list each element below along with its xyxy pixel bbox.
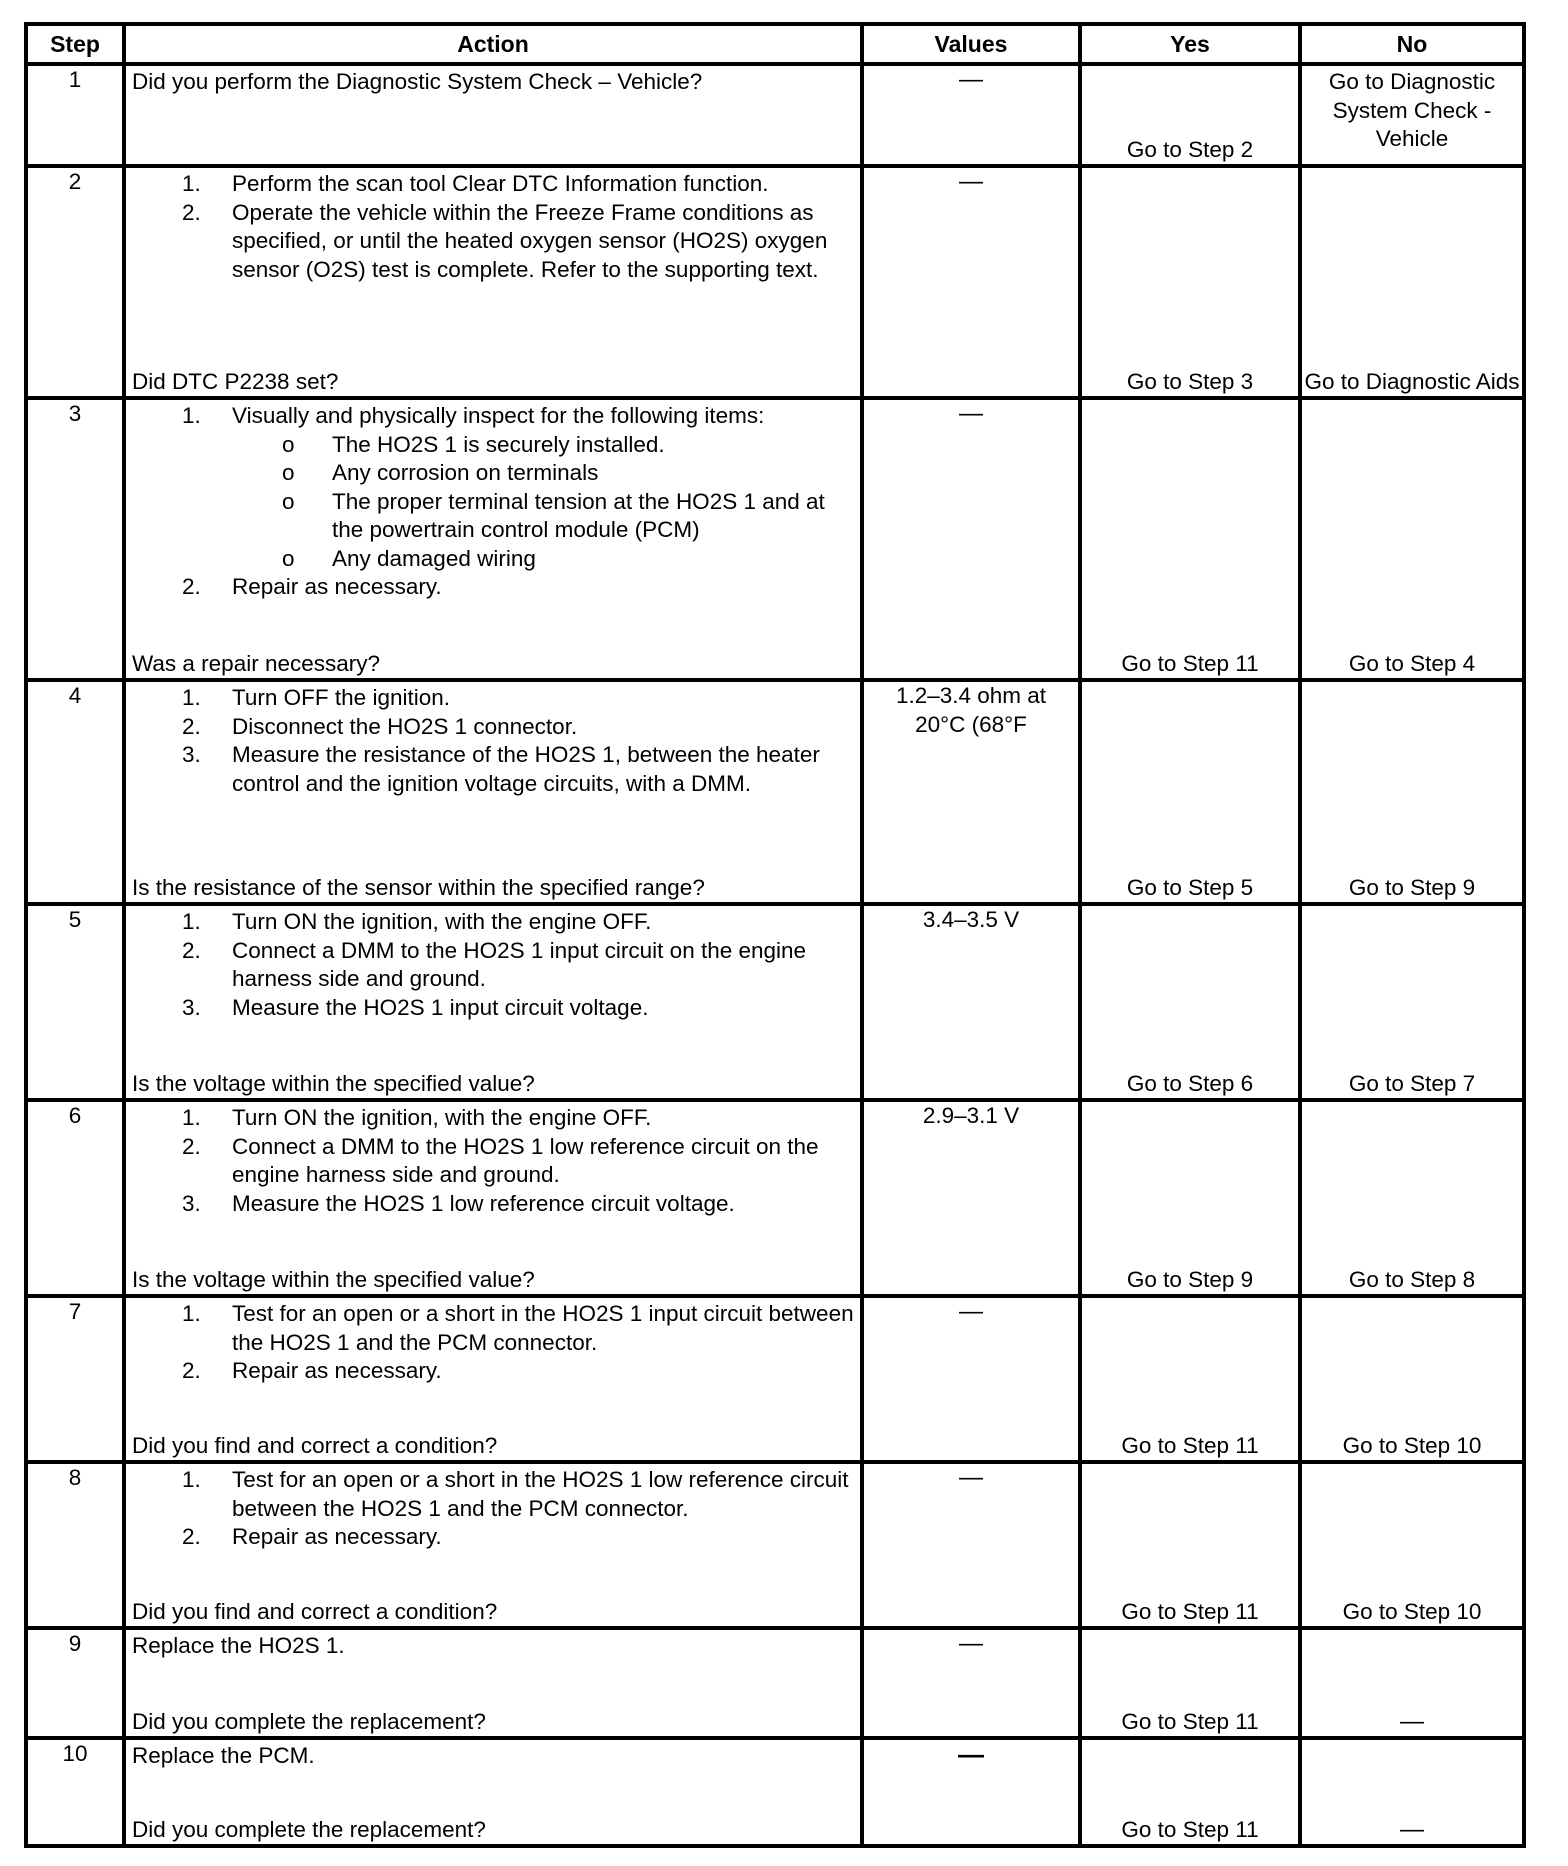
- step-number: 6: [26, 1100, 124, 1296]
- action-cell: [124, 1100, 862, 1296]
- inspection-item: o The HO2S 1 is securely installed.: [282, 431, 665, 457]
- diagnostic-table: [24, 22, 1526, 1848]
- action-intro: Replace the PCM.: [132, 1743, 315, 1768]
- yes-text: Go to Step 3: [1126, 368, 1254, 394]
- value-text: —: [959, 1464, 983, 1491]
- table-row: [26, 1628, 1524, 1738]
- action-question: Is the voltage within the specified value?: [132, 1266, 535, 1292]
- action-step: 2. Disconnect the HO2S 1 connector.: [182, 713, 578, 739]
- step-number: 2: [26, 166, 124, 398]
- value-text: —: [959, 1298, 983, 1325]
- values-cell: [862, 1462, 1080, 1628]
- action-step: 2. Repair as necessary.: [182, 1358, 442, 1383]
- yes-text: Go to Step 11: [1121, 1816, 1259, 1842]
- action-question: Did you find and correct a condition?: [132, 1432, 498, 1458]
- yes-cell: [1080, 64, 1300, 166]
- action-question: Did DTC P2238 set?: [132, 368, 339, 394]
- values-cell: [862, 1738, 1080, 1846]
- step-number: 9: [26, 1628, 124, 1738]
- action-question: Did you complete the replacement?: [132, 1816, 486, 1842]
- action-cell: [124, 904, 862, 1100]
- header-no: No: [1300, 24, 1524, 64]
- action-question: Is the voltage within the specified value?: [132, 1070, 535, 1096]
- action-question: Was a repair necessary?: [132, 650, 381, 676]
- action-step: 3. Measure the HO2S 1 input circuit voltage.: [182, 994, 649, 1020]
- yes-text: Go to Step 5: [1126, 874, 1254, 900]
- yes-cell: [1080, 904, 1300, 1100]
- no-cell: [1300, 398, 1524, 680]
- no-text: Go to Step 10: [1342, 1432, 1482, 1458]
- action-intro: Replace the HO2S 1.: [132, 1633, 345, 1658]
- value-text: —: [959, 66, 983, 93]
- action-intro: Did you perform the Diagnostic System Check – Vehicle?: [132, 69, 703, 94]
- no-cell: [1300, 1462, 1524, 1628]
- values-cell: [862, 398, 1080, 680]
- table-row: [26, 1738, 1524, 1846]
- value-text: 1.2–3.4 ohm at 20°C (68°F: [895, 683, 1047, 737]
- action-cell: [124, 1628, 862, 1738]
- no-cell: [1300, 1738, 1524, 1846]
- header-step: Step: [26, 24, 124, 64]
- no-cell: [1300, 64, 1524, 166]
- inspection-item: o The proper terminal tension at the HO2S 1 and at the powertrain control module (PCM): [282, 488, 825, 542]
- header-action: Action: [124, 24, 862, 64]
- values-cell: [862, 1100, 1080, 1296]
- yes-cell: [1080, 1628, 1300, 1738]
- step-number: 1: [26, 64, 124, 166]
- no-cell: [1300, 166, 1524, 398]
- action-cell: [124, 1462, 862, 1628]
- action-cell: [124, 1738, 862, 1846]
- table-row: [26, 1100, 1524, 1296]
- value-text: 3.4–3.5 V: [922, 907, 1020, 932]
- table-row: [26, 1462, 1524, 1628]
- no-cell: [1300, 680, 1524, 904]
- yes-cell: [1080, 398, 1300, 680]
- action-step: 1. Turn OFF the ignition.: [182, 685, 451, 710]
- yes-cell: [1080, 1462, 1300, 1628]
- action-steps: [132, 1300, 854, 1386]
- step-number: 10: [26, 1738, 124, 1846]
- values-cell: [862, 1628, 1080, 1738]
- table-row: [26, 64, 1524, 166]
- values-cell: [862, 166, 1080, 398]
- value-text: —: [959, 1630, 983, 1657]
- inspection-item: o Any damaged wiring: [282, 545, 536, 571]
- values-cell: [862, 64, 1080, 166]
- action-cell: [124, 1296, 862, 1462]
- table-row: [26, 1296, 1524, 1462]
- action-step: 1. Perform the scan tool Clear DTC Information function.: [182, 171, 769, 196]
- action-cell: [124, 680, 862, 904]
- inspection-item: o Any corrosion on terminals: [282, 460, 599, 485]
- header-yes: Yes: [1080, 24, 1300, 64]
- no-text: Go to Diagnostic Aids: [1304, 368, 1520, 394]
- no-text: Go to Step 8: [1348, 1266, 1476, 1292]
- no-text: Go to Step 7: [1348, 1070, 1476, 1096]
- value-text: —: [958, 1739, 984, 1769]
- action-step: 1. Turn ON the ignition, with the engine OFF.: [182, 1105, 652, 1130]
- step-number: 7: [26, 1296, 124, 1462]
- action-step: 2. Repair as necessary.: [182, 574, 442, 599]
- table-row: [26, 680, 1524, 904]
- action-question: Is the resistance of the sensor within the specified range?: [132, 874, 705, 900]
- table-row: [26, 166, 1524, 398]
- step-number: 3: [26, 398, 124, 680]
- no-cell: [1300, 1628, 1524, 1738]
- no-text: —: [1400, 1815, 1424, 1843]
- values-cell: [862, 904, 1080, 1100]
- values-cell: [862, 1296, 1080, 1462]
- yes-text: Go to Step 11: [1121, 1598, 1259, 1624]
- header-row: [26, 24, 1524, 64]
- action-step: 3. Measure the resistance of the HO2S 1, between the heater control and the ignition voltage circuits, with a DMM.: [182, 742, 820, 796]
- inspection-list: [232, 431, 854, 574]
- action-steps: [132, 1466, 854, 1552]
- no-cell: [1300, 1100, 1524, 1296]
- value-text: —: [959, 400, 983, 427]
- yes-cell: [1080, 166, 1300, 398]
- no-text: Go to Step 10: [1342, 1598, 1482, 1624]
- action-steps: [132, 684, 854, 798]
- action-step: 3. Measure the HO2S 1 low reference circuit voltage.: [182, 1190, 735, 1216]
- value-text: 2.9–3.1 V: [922, 1103, 1020, 1128]
- action-question: Did you complete the replacement?: [132, 1708, 486, 1734]
- yes-text: Go to Step 2: [1126, 136, 1254, 162]
- action-step: 1. Visually and physically inspect for the following items: o The HO2S 1 is securely installed. o Any corrosion on terminals o The proper terminal tension at the HO2S 1 and at the powertrain control module (PCM) o Any damaged wiring: [132, 402, 854, 573]
- action-step: 1. Test for an open or a short in the HO2S 1 low reference circuit between the HO2S 1 and the PCM connector.: [182, 1467, 849, 1521]
- action-cell: [124, 398, 862, 680]
- yes-text: Go to Step 11: [1121, 650, 1259, 676]
- table-row: [26, 904, 1524, 1100]
- yes-cell: [1080, 680, 1300, 904]
- step-number: 4: [26, 680, 124, 904]
- action-step: 2. Repair as necessary.: [182, 1524, 442, 1549]
- action-step: 2. Connect a DMM to the HO2S 1 low reference circuit on the engine harness side and ground.: [182, 1133, 819, 1187]
- yes-text: Go to Step 11: [1121, 1432, 1259, 1458]
- action-cell: [124, 166, 862, 398]
- yes-text: Go to Step 9: [1126, 1266, 1254, 1292]
- step-number: 5: [26, 904, 124, 1100]
- action-steps: [132, 1104, 854, 1218]
- action-steps: [132, 402, 854, 602]
- action-step: 1. Turn ON the ignition, with the engine OFF.: [182, 909, 652, 934]
- values-cell: [862, 680, 1080, 904]
- yes-cell: [1080, 1738, 1300, 1846]
- no-text: Go to Diagnostic System Check - Vehicle: [1328, 69, 1496, 151]
- no-text: —: [1400, 1707, 1424, 1735]
- action-cell: [124, 64, 862, 166]
- action-steps: [132, 908, 854, 1022]
- yes-text: Go to Step 6: [1126, 1070, 1254, 1096]
- value-text: —: [959, 168, 983, 195]
- yes-cell: [1080, 1100, 1300, 1296]
- header-values: Values: [862, 24, 1080, 64]
- action-step: 2. Operate the vehicle within the Freeze Frame conditions as specified, or until the heated oxygen sensor (HO2S) oxygen sensor (O2S) test is complete. Refer to the supporting text.: [182, 199, 828, 282]
- action-step: 2. Connect a DMM to the HO2S 1 input circuit on the engine harness side and ground.: [182, 937, 807, 991]
- yes-text: Go to Step 11: [1121, 1708, 1259, 1734]
- action-question: Did you find and correct a condition?: [132, 1598, 498, 1624]
- table-row: [26, 398, 1524, 680]
- no-cell: [1300, 904, 1524, 1100]
- action-steps: [132, 170, 854, 284]
- action-step: 1. Test for an open or a short in the HO2S 1 input circuit between the HO2S 1 and the PCM connector.: [182, 1301, 854, 1355]
- no-text: Go to Step 4: [1348, 650, 1476, 676]
- step-number: 8: [26, 1462, 124, 1628]
- no-text: Go to Step 9: [1348, 874, 1476, 900]
- no-cell: [1300, 1296, 1524, 1462]
- yes-cell: [1080, 1296, 1300, 1462]
